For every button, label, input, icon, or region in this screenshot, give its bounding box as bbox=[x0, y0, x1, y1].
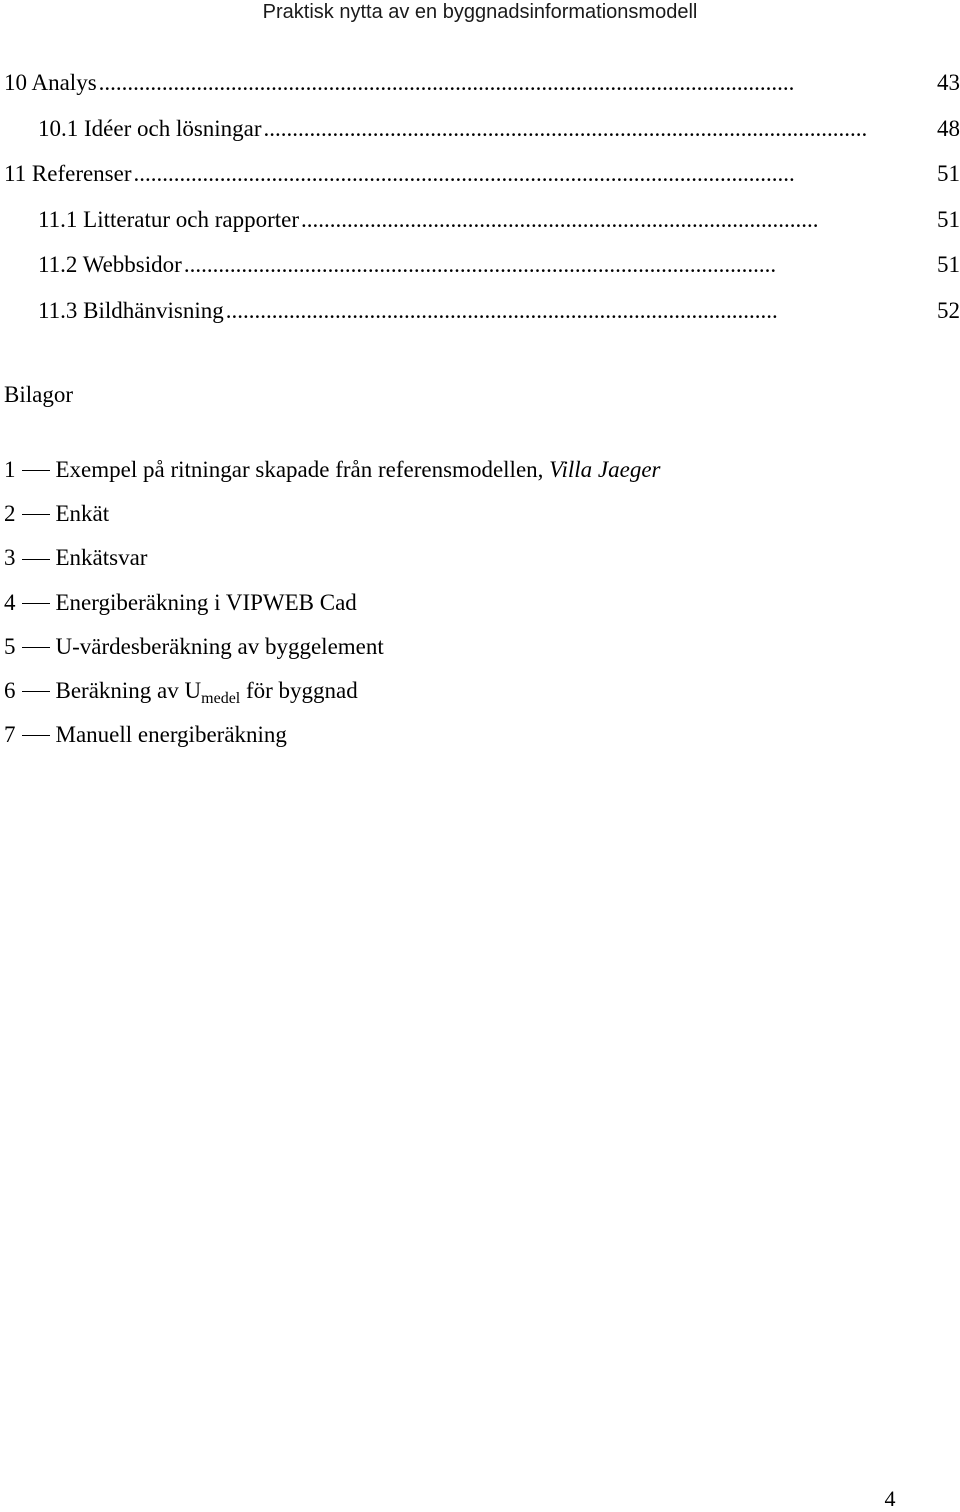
dash-separator bbox=[22, 470, 50, 471]
toc-page-number: 52 bbox=[937, 297, 960, 323]
appendix-title: Enkät bbox=[55, 501, 110, 527]
dash-separator bbox=[22, 603, 50, 604]
dash-separator bbox=[22, 559, 50, 560]
appendix-title: Enkätsvar bbox=[55, 545, 148, 571]
appendix-item bbox=[4, 541, 944, 585]
appendix-number: 5 bbox=[4, 633, 16, 659]
appendix-item bbox=[4, 586, 944, 630]
dash-separator bbox=[22, 735, 50, 736]
appendix-item bbox=[4, 453, 944, 497]
appendix-title: Manuell energiberäkning bbox=[55, 722, 287, 748]
appendix-title: U-värdesberäkning av byggelement bbox=[55, 633, 384, 659]
appendix-title-continued: för byggnad bbox=[245, 677, 358, 703]
toc-page-number: 51 bbox=[937, 206, 960, 232]
appendix-title-subscript: medel bbox=[201, 689, 241, 707]
appendix-number: 3 bbox=[4, 545, 16, 571]
toc-dot-leader: ......................................................................................................................... bbox=[98, 70, 795, 95]
toc-entry-analys[interactable] bbox=[4, 66, 960, 112]
appendix-title: Energiberäkning i VIPWEB Cad bbox=[55, 589, 357, 615]
appendices-list bbox=[4, 453, 944, 762]
appendix-title: Beräkning av U bbox=[55, 677, 202, 703]
toc-entry-bildhanvisning[interactable] bbox=[4, 294, 960, 340]
toc-dot-leader: ................................................................................................................... bbox=[133, 161, 795, 187]
toc-page-number: 48 bbox=[937, 115, 960, 141]
toc-dot-leader: ................................................................................................ bbox=[225, 297, 778, 323]
toc-entry-label: 10 Analys bbox=[4, 70, 97, 95]
appendix-title: Exempel på ritningar skapade från referensmodellen, bbox=[55, 457, 544, 482]
toc-dot-leader: .......................................................................................... bbox=[301, 206, 819, 232]
appendix-number: 4 bbox=[4, 589, 16, 615]
toc-entry-referenser[interactable] bbox=[4, 157, 960, 203]
toc-entry-label: 11.2 Webbsidor bbox=[38, 252, 182, 278]
appendix-item bbox=[4, 497, 944, 541]
toc-dot-leader: ......................................................................................................... bbox=[263, 115, 868, 141]
appendix-number: 2 bbox=[4, 501, 16, 527]
table-of-contents bbox=[4, 66, 960, 340]
appendix-number: 7 bbox=[4, 722, 16, 748]
toc-entry-litteratur-och-rapporter[interactable] bbox=[4, 203, 960, 249]
running-header: Praktisk nytta av en byggnadsinformationsmodell bbox=[262, 1, 698, 23]
dash-separator bbox=[22, 647, 50, 648]
appendix-item bbox=[4, 630, 944, 674]
toc-entry-label: 11.3 Bildhänvisning bbox=[38, 297, 224, 323]
dash-separator bbox=[22, 514, 50, 515]
toc-page-number: 51 bbox=[937, 252, 960, 278]
toc-entry-ideer-och-losningar[interactable] bbox=[4, 112, 960, 158]
appendix-item bbox=[4, 718, 944, 762]
appendix-item bbox=[4, 674, 944, 718]
toc-entry-label: 11.1 Litteratur och rapporter bbox=[38, 206, 299, 232]
toc-entry-label: 11 Referenser bbox=[4, 161, 132, 187]
appendix-number: 6 bbox=[4, 677, 16, 703]
toc-page-number: 51 bbox=[937, 161, 960, 187]
appendices-heading: Bilagor bbox=[4, 382, 73, 407]
dash-separator bbox=[22, 691, 50, 692]
toc-page-number: 43 bbox=[937, 70, 960, 95]
page-number: 4 bbox=[884, 1486, 896, 1511]
appendix-title-emphasis: Villa Jaeger bbox=[549, 457, 661, 482]
appendix-number: 1 bbox=[4, 457, 16, 482]
toc-entry-webbsidor[interactable] bbox=[4, 248, 960, 294]
toc-entry-label: 10.1 Idéer och lösningar bbox=[38, 115, 262, 141]
toc-dot-leader: ....................................................................................................... bbox=[183, 252, 777, 278]
